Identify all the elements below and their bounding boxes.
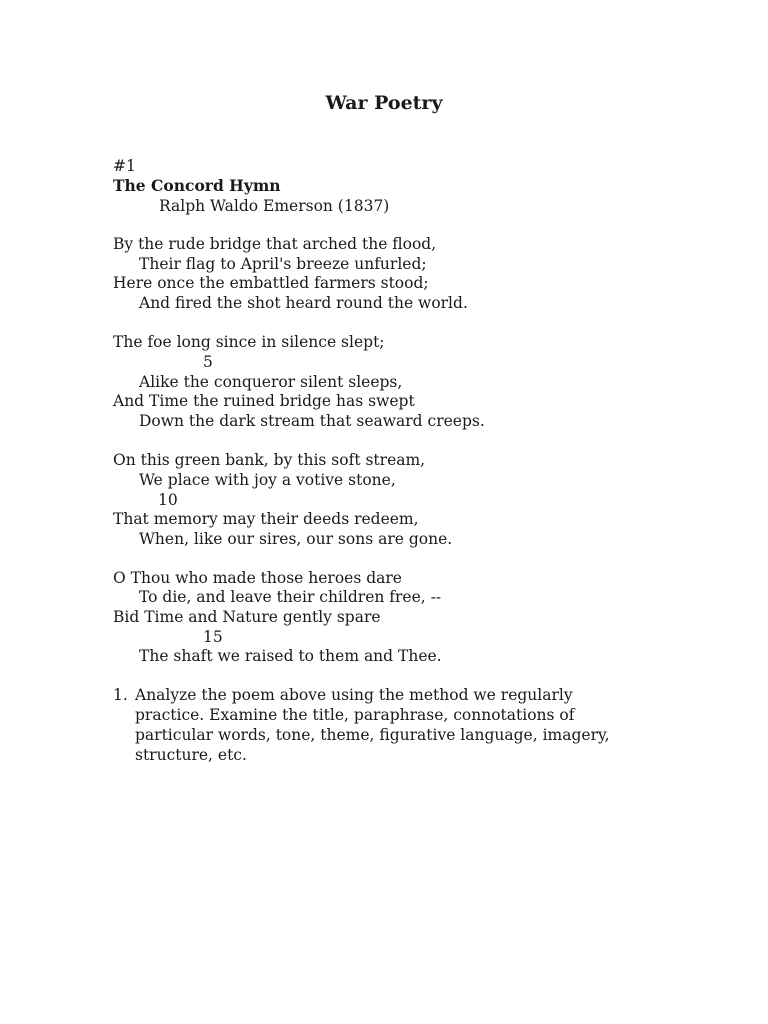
poem-line: On this green bank, by this soft stream,: [113, 451, 426, 469]
poem-line: Down the dark stream that seaward creeps.: [139, 412, 485, 430]
poem-line: We place with joy a votive stone,: [139, 471, 396, 489]
poem-line: The shaft we raised to them and Thee.: [139, 647, 442, 665]
poem-line: And fired the shot heard round the world.: [139, 294, 468, 312]
poem-line: That memory may their deeds redeem,: [113, 510, 419, 528]
page-title: War Poetry: [325, 92, 443, 114]
poem-line: And Time the ruined bridge has swept: [113, 392, 415, 410]
poem-line: Bid Time and Nature gently spare: [113, 608, 381, 626]
question-text-line: practice. Examine the title, paraphrase, connotations of: [135, 706, 575, 724]
line-number: 5: [203, 353, 213, 371]
poem-line: The foe long since in silence slept;: [113, 333, 385, 351]
author-line: Ralph Waldo Emerson (1837): [159, 197, 390, 215]
line-number: 15: [203, 628, 223, 646]
poem-line: Their flag to April's breeze unfurled;: [139, 255, 427, 273]
poem-title: The Concord Hymn: [113, 176, 281, 195]
question-text-line: structure, etc.: [135, 746, 247, 764]
poem-number: #1: [113, 157, 136, 175]
poem-line: By the rude bridge that arched the flood,: [113, 235, 437, 253]
line-number: 10: [158, 491, 178, 509]
question-number: 1.: [113, 686, 128, 704]
poem-line: To die, and leave their children free, --: [139, 588, 442, 606]
poem-line: Alike the conqueror silent sleeps,: [139, 373, 403, 391]
poem-line: O Thou who made those heroes dare: [113, 569, 402, 587]
poem-line: When, like our sires, our sons are gone.: [139, 530, 453, 548]
question-text-line: particular words, tone, theme, figurative language, imagery,: [135, 726, 610, 744]
question-text-line: Analyze the poem above using the method we regularly: [135, 686, 573, 704]
poem-line: Here once the embattled farmers stood;: [113, 274, 429, 292]
